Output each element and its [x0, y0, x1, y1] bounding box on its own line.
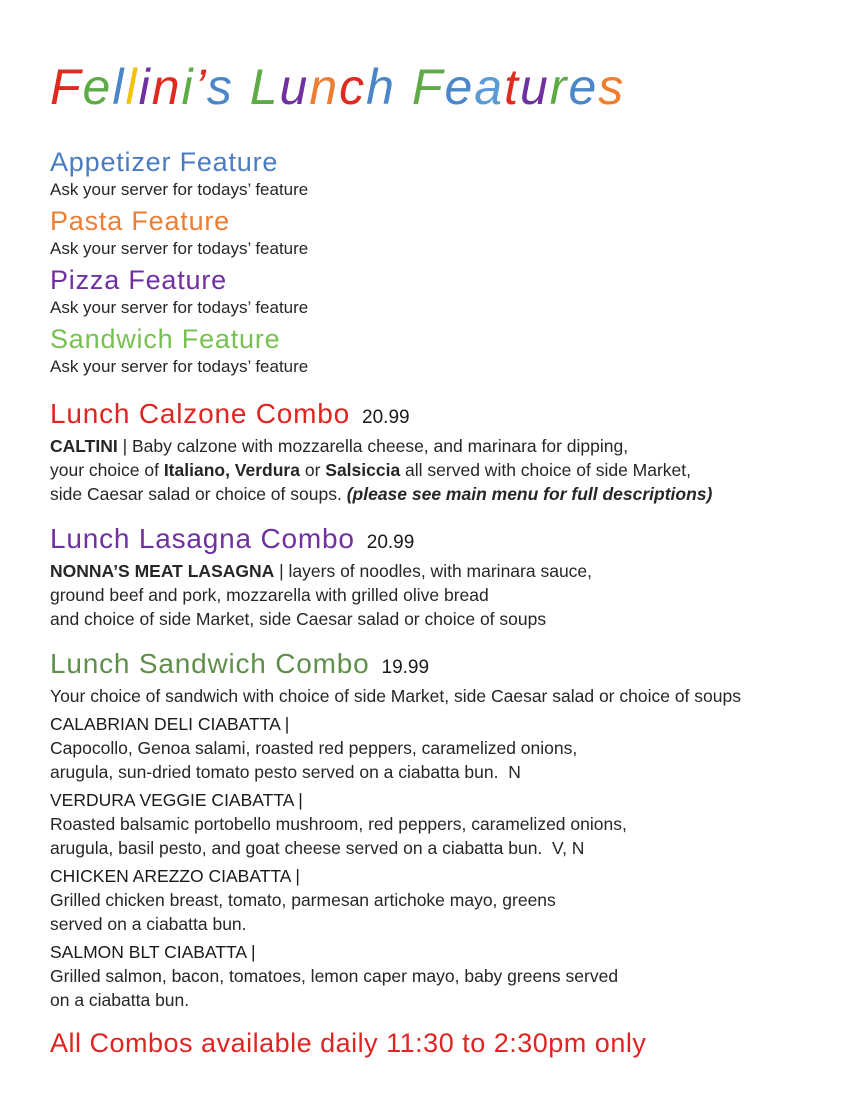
- title-letter: L: [249, 59, 280, 115]
- features-list: [50, 146, 810, 377]
- description-segment: or: [299, 460, 326, 480]
- combo-heading: [50, 397, 810, 434]
- title-letter: e: [568, 59, 599, 115]
- sandwich-item-name: VERDURA VEGGIE CIABATTA |: [50, 790, 303, 810]
- title-letter: [234, 59, 250, 115]
- description-line: [50, 458, 810, 482]
- description-segment: | layers of noodles, with marinara sauce,: [274, 561, 593, 581]
- feature-note: Ask your server for todays’ feature: [50, 298, 309, 317]
- feature-heading: Sandwich Feature: [50, 324, 281, 354]
- description-line: [50, 607, 810, 631]
- title-letter: e: [444, 59, 475, 115]
- title-letter: t: [504, 59, 520, 115]
- title-letter: e: [82, 59, 113, 115]
- description-segment: and choice of side Market, side Caesar salad or choice of soups: [50, 609, 547, 629]
- feature-note: Ask your server for todays’ feature: [50, 357, 309, 376]
- combo-price: 20.99: [366, 532, 415, 553]
- title-letter: h: [366, 59, 396, 115]
- title-letter: l: [112, 59, 126, 115]
- sandwich-item: [50, 940, 810, 1012]
- combo-section: [50, 397, 810, 506]
- title-letter: i: [181, 59, 195, 115]
- title-letter: i: [138, 59, 152, 115]
- sandwich-item: [50, 864, 810, 936]
- combo-intro: Your choice of sandwich with choice of side Market, side Caesar salad or choice of soups: [50, 686, 741, 706]
- title-letter: a: [474, 59, 505, 115]
- feature-heading: Pizza Feature: [50, 265, 227, 295]
- description-segment: Salsiccia: [325, 460, 401, 480]
- title-letter: ’: [194, 59, 207, 115]
- combo-name: Lunch Lasagna Combo: [50, 523, 355, 554]
- combo-section: [50, 522, 810, 631]
- sandwich-item-description-line: arugula, basil pesto, and goat cheese served on a ciabatta bun. V, N: [50, 838, 585, 858]
- description-segment: your choice of: [50, 460, 164, 480]
- sandwich-item: [50, 712, 810, 784]
- title-letter: u: [279, 59, 310, 115]
- description-line: [50, 559, 810, 583]
- combo-name: Lunch Calzone Combo: [50, 398, 351, 429]
- page-title: [50, 58, 810, 116]
- sandwich-item-name: SALMON BLT CIABATTA |: [50, 942, 256, 962]
- title-letter: u: [519, 59, 550, 115]
- title-letter: c: [339, 59, 367, 115]
- description-segment: (please see main menu for full descriptions): [346, 484, 713, 504]
- feature-heading: Pasta Feature: [50, 206, 230, 236]
- title-letter: n: [151, 59, 182, 115]
- title-letter: s: [598, 59, 626, 115]
- feature-note: Ask your server for todays’ feature: [50, 239, 309, 258]
- title-letter: n: [309, 59, 340, 115]
- footer-availability-note: All Combos available daily 11:30 to 2:30pm only: [50, 1028, 647, 1058]
- description-line: [50, 583, 810, 607]
- combo-price: 19.99: [381, 657, 430, 678]
- sandwich-item-description-line: Grilled chicken breast, tomato, parmesan artichoke mayo, greens: [50, 890, 556, 910]
- title-letter: F: [50, 59, 83, 115]
- combo-price: 20.99: [362, 407, 410, 428]
- combos: [50, 397, 810, 1012]
- description-segment: side Caesar salad or choice of soups.: [50, 484, 347, 504]
- description-segment: all served with choice of side Market,: [400, 460, 692, 480]
- combo-heading: [50, 647, 810, 684]
- sandwich-item-description-line: Capocollo, Genoa salami, roasted red peppers, caramelized onions,: [50, 738, 578, 758]
- sandwich-item-name: CHICKEN AREZZO CIABATTA |: [50, 866, 300, 886]
- sandwich-item-description-line: served on a ciabatta bun.: [50, 914, 247, 934]
- title-letter: r: [549, 59, 569, 115]
- sandwich-item-description-line: Roasted balsamic portobello mushroom, red peppers, caramelized onions,: [50, 814, 627, 834]
- combo-heading: [50, 522, 810, 559]
- sandwich-item: [50, 788, 810, 860]
- title-letter: [396, 59, 412, 115]
- description-segment: ground beef and pork, mozzarella with grilled olive bread: [50, 585, 489, 605]
- description-segment: | Baby calzone with mozzarella cheese, and marinara for dipping,: [117, 436, 629, 456]
- description-segment: CALTINI: [50, 436, 118, 456]
- sandwich-item-description-line: arugula, sun-dried tomato pesto served on a ciabatta bun. N: [50, 762, 521, 782]
- title-letter: s: [206, 59, 234, 115]
- description-segment: NONNA’S MEAT LASAGNA: [50, 561, 275, 581]
- feature-heading: Appetizer Feature: [50, 147, 279, 177]
- sandwich-item-description-line: Grilled salmon, bacon, tomatoes, lemon caper mayo, baby greens served: [50, 966, 619, 986]
- description-line: [50, 482, 810, 506]
- description-segment: Italiano, Verdura: [163, 460, 300, 480]
- title-letter: l: [125, 59, 139, 115]
- title-letter: F: [411, 59, 445, 115]
- combo-section: [50, 647, 810, 1012]
- feature-note: Ask your server for todays’ feature: [50, 180, 309, 199]
- sandwich-item-name: CALABRIAN DELI CIABATTA |: [50, 714, 290, 734]
- description-line: [50, 434, 810, 458]
- sandwich-item-description-line: on a ciabatta bun.: [50, 990, 190, 1010]
- combo-name: Lunch Sandwich Combo: [50, 648, 370, 679]
